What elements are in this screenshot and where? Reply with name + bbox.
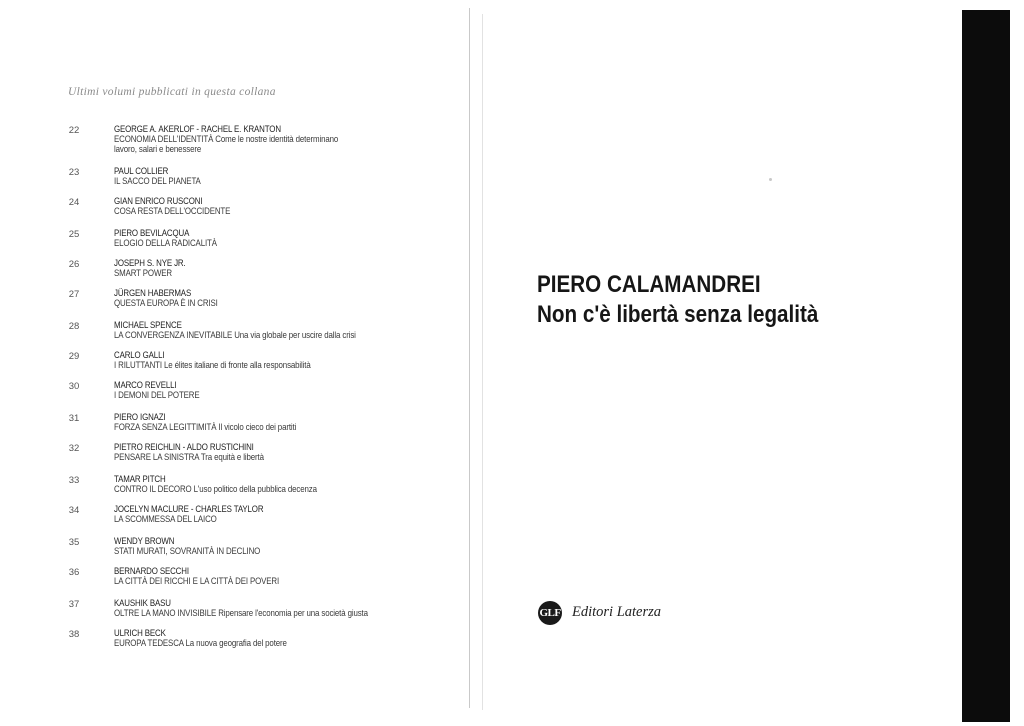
book-number: 27 bbox=[68, 289, 80, 300]
book-title: I RILUTTANTI Le élites italiane di fronte alla responsabilità bbox=[114, 360, 311, 370]
book-number: 23 bbox=[68, 167, 80, 178]
book-author: CARLO GALLI bbox=[114, 350, 165, 360]
book-number: 25 bbox=[68, 229, 80, 240]
book-title: FORZA SENZA LEGITTIMITÀ Il vicolo cieco dei partiti bbox=[114, 422, 297, 432]
book-number: 33 bbox=[68, 475, 80, 486]
scan-speck bbox=[769, 178, 772, 181]
book-number: 26 bbox=[68, 259, 80, 270]
book-author: GEORGE A. AKERLOF - RACHEL E. KRANTON bbox=[114, 124, 281, 134]
book-author: PIERO IGNAZI bbox=[114, 412, 166, 422]
book-author: MARCO REVELLI bbox=[114, 380, 177, 390]
book-title: OLTRE LA MANO INVISIBILE Ripensare l'economia per una società giusta bbox=[114, 608, 368, 618]
book-number: 35 bbox=[68, 537, 80, 548]
book-author: JOCELYN MACLURE - CHARLES TAYLOR bbox=[114, 504, 264, 514]
publisher-logo-icon: GLF bbox=[538, 601, 562, 625]
book-author: BERNARDO SECCHI bbox=[114, 566, 189, 576]
book-number: 36 bbox=[68, 567, 80, 578]
book-author: GIAN ENRICO RUSCONI bbox=[114, 196, 203, 206]
book-author: JOSEPH S. NYE JR. bbox=[114, 258, 186, 268]
title-page bbox=[483, 0, 1024, 726]
book-author: ULRICH BECK bbox=[114, 628, 166, 638]
book-number: 34 bbox=[68, 505, 80, 516]
book-number: 37 bbox=[68, 599, 80, 610]
book-title: ECONOMIA DELL'IDENTITÀ Come le nostre identità determinano bbox=[114, 134, 339, 144]
book-title: LA CONVERGENZA INEVITABILE Una via globale per uscire dalla crisi bbox=[114, 330, 356, 340]
book-title: SMART POWER bbox=[114, 268, 172, 278]
author-name: PIERO CALAMANDREI bbox=[537, 271, 761, 298]
book-author: KAUSHIK BASU bbox=[114, 598, 171, 608]
book-title: IL SACCO DEL PIANETA bbox=[114, 176, 201, 186]
publisher-name: Editori Laterza bbox=[572, 604, 662, 620]
page-gutter-line bbox=[469, 8, 470, 708]
book-author: PIERO BEVILACQUA bbox=[114, 228, 190, 238]
book-author: MICHAEL SPENCE bbox=[114, 320, 182, 330]
book-number: 32 bbox=[68, 443, 80, 454]
book-title-heading: Non c'è libertà senza legalità bbox=[537, 301, 819, 328]
book-title: QUESTA EUROPA È IN CRISI bbox=[114, 298, 218, 308]
book-number: 31 bbox=[68, 413, 80, 424]
book-title: EUROPA TEDESCA La nuova geografia del potere bbox=[114, 638, 287, 648]
book-number: 28 bbox=[68, 321, 80, 332]
book-number: 22 bbox=[68, 125, 80, 136]
book-author: TAMAR PITCH bbox=[114, 474, 166, 484]
book-author: WENDY BROWN bbox=[114, 536, 175, 546]
book-title: COSA RESTA DELL'OCCIDENTE bbox=[114, 206, 231, 216]
book-number: 30 bbox=[68, 381, 80, 392]
book-title: LA CITTÀ DEI RICCHI E LA CITTÀ DEI POVERI bbox=[114, 576, 280, 586]
book-number: 24 bbox=[68, 197, 80, 208]
book-title: ELOGIO DELLA RADICALITÀ bbox=[114, 238, 217, 248]
book-title: I DEMONI DEL POTERE bbox=[114, 390, 200, 400]
book-number: 38 bbox=[68, 629, 80, 640]
scan-black-edge bbox=[962, 10, 1010, 722]
book-author: JÜRGEN HABERMAS bbox=[114, 288, 192, 298]
book-author: PIETRO REICHLIN - ALDO RUSTICHINI bbox=[114, 442, 254, 452]
book-title: LA SCOMMESSA DEL LAICO bbox=[114, 514, 217, 524]
series-heading: Ultimi volumi pubblicati in questa collana bbox=[68, 86, 276, 98]
book-title: STATI MURATI, SOVRANITÀ IN DECLINO bbox=[114, 546, 261, 556]
left-page bbox=[0, 0, 470, 726]
book-author: PAUL COLLIER bbox=[114, 166, 169, 176]
book-title-continued: lavoro, salari e benessere bbox=[114, 144, 202, 154]
book-title: CONTRO IL DECORO L'uso politico della pubblica decenza bbox=[114, 484, 317, 494]
book-number: 29 bbox=[68, 351, 80, 362]
book-title: PENSARE LA SINISTRA Tra equità e libertà bbox=[114, 452, 264, 462]
